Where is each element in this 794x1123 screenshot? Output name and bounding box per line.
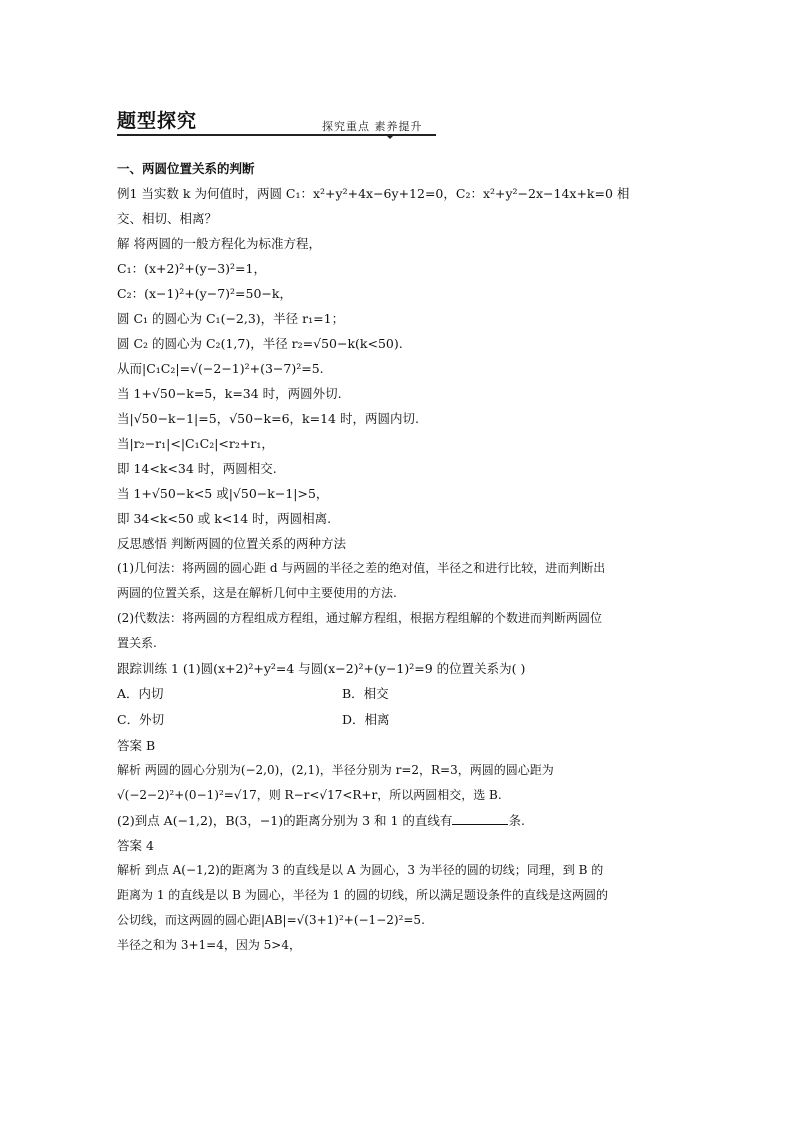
solution-line: C₁：(x+2)²+(y−3)²=1， [117,261,266,276]
explanation-line: 半径之和为 3+1=4，因为 5>4， [117,938,301,952]
option-d[interactable]: D．相离 [342,712,390,727]
solution-line: 即 34<k<50 或 k<14 时，两圆相离. [117,511,332,526]
reflection-title: 反思感悟 判断两圆的位置关系的两种方法 [117,536,346,551]
question-2-text: (2)到点 A(−1,2)，B(3，−1)的距离分别为 3 和 1 的直线有 [117,813,453,828]
solution-line: 圆 C₂ 的圆心为 C₂(1,7)，半径 r₂=√50−k(k<50). [117,336,403,351]
question-2-suffix: 条. [508,813,525,828]
banner-notch [385,134,395,139]
explanation-line: 解析 两圆的圆心分别为(−2,0)，(2,1)，半径分别为 r=2，R=3，两圆的圆心距为 [117,763,554,777]
reflection-line: (2)代数法：将两圆的方程组成方程组，通过解方程组，根据方程组解的个数进而判断两圆位 [117,611,603,625]
explanation-line: 公切线，而这两圆的圆心距|AB|=√(3+1)²+(−1−2)²=5. [117,913,425,927]
solution-line: C₂：(x−1)²+(y−7)²=50−k， [117,286,292,301]
option-b[interactable]: B．相交 [342,686,389,701]
solution-line: 当|√50−k−1|=5，√50−k=6，k=14 时，两圆内切. [117,411,419,426]
reflection-line: 两圆的位置关系，这是在解析几何中主要使用的方法. [117,586,397,600]
banner-subtitle: 探究重点 素养提升 [322,120,423,133]
section-heading: 一、两圆位置关系的判断 [117,161,255,176]
reflection-line: 置关系. [117,636,157,650]
answer-2: 答案 4 [117,838,154,853]
solution-line: 即 14<k<34 时，两圆相交. [117,461,277,476]
practice-question-1: 跟踪训练 1 (1)圆(x+2)²+y²=4 与圆(x−2)²+(y−1)²=9 的位置关系为( ) [117,661,526,676]
answer-blank [452,812,508,825]
option-a[interactable]: A．内切 [117,686,164,701]
solution-line: 从而|C₁C₂|=√(−2−1)²+(3−7)²=5. [117,361,324,376]
options-row [117,707,682,733]
example-line-2: 交、相切、相离？ [117,211,218,226]
option-c[interactable]: C．外切 [117,712,165,727]
explanation-line: 距离为 1 的直线是以 B 为圆心，半径为 1 的圆的切线，所以满足题设条件的直线是这两圆的 [117,888,608,902]
solution-line: 圆 C₁ 的圆心为 C₁(−2,3)，半径 r₁=1； [117,311,345,326]
solution-line: 当 1+√50−k=5，k=34 时，两圆外切. [117,386,342,401]
example-line-1: 例1 当实数 k 为何值时，两圆 C₁：x²+y²+4x−6y+12=0，C₂：x²+y²−2x−14x+k=0 相 [117,186,630,201]
content-body [117,156,682,958]
banner-title: 题型探究 [117,110,198,132]
solution-line: 解 将两圆的一般方程化为标准方程， [117,236,321,251]
explanation-line: 解析 到点 A(−1,2)的距离为 3 的直线是以 A 为圆心，3 为半径的圆的切线；同理，到 B 的 [117,863,604,877]
solution-line: 当|r₂−r₁|<|C₁C₂|<r₂+r₁， [117,436,274,451]
answer-1: 答案 B [117,738,156,753]
options-row [117,681,682,707]
explanation-line: √(−2−2)²+(0−1)²=√17，则 R−r<√17<R+r，所以两圆相交，选 B. [117,788,502,802]
reflection-line: (1)几何法：将两圆的圆心距 d 与两圆的半径之差的绝对值，半径之和进行比较，进而判断出 [117,561,606,575]
practice-question-2 [117,808,682,833]
section-banner [117,106,436,140]
solution-line: 当 1+√50−k<5 或|√50−k−1|>5， [117,486,329,501]
